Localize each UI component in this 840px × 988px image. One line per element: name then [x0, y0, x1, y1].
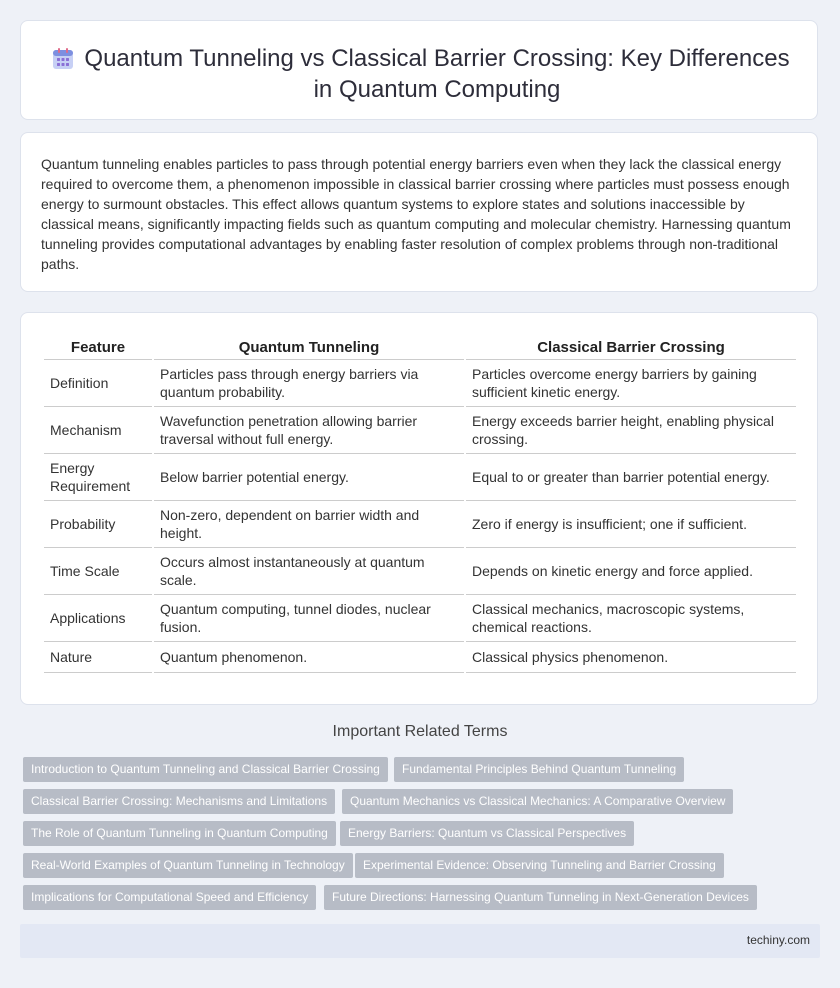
comparison-table	[42, 331, 798, 673]
related-term-tag[interactable]: Experimental Evidence: Observing Tunneling and Barrier Crossing	[355, 853, 724, 878]
table-cell-classical: Energy exceeds barrier height, enabling physical crossing.	[466, 407, 796, 454]
table-row	[44, 454, 796, 501]
related-terms-heading: Important Related Terms	[332, 723, 508, 740]
table-row	[44, 548, 796, 595]
intro-paragraph: Quantum tunneling enables particles to pass through potential energy barriers even when they lack the classical energy required to overcome them, a phenomenon impossible in classical barrier crossing where particles must possess enough energy to surmount obstacles. This effect allows quantum systems to explore states and solutions inaccessible by classical means, significantly impacting fields such as quantum computing and molecular chemistry. Harnessing quantum tunneling provides computational advantages by enabling faster resolution of complex problems through non-traditional paths.	[41, 156, 791, 272]
table-cell-quantum: Non-zero, dependent on barrier width and height.	[154, 501, 464, 548]
table-cell-feature: Energy Requirement	[44, 454, 152, 501]
comparison-table-card	[20, 312, 818, 705]
table-row	[44, 407, 796, 454]
related-term-tag[interactable]: Implications for Computational Speed and Efficiency	[23, 885, 316, 910]
table-cell-classical: Classical physics phenomenon.	[466, 642, 796, 673]
table-cell-feature: Mechanism	[44, 407, 152, 454]
table-cell-quantum: Quantum computing, tunnel diodes, nuclear fusion.	[154, 595, 464, 642]
related-term-tag[interactable]: Introduction to Quantum Tunneling and Classical Barrier Crossing	[23, 757, 388, 782]
page-title: Quantum Tunneling vs Classical Barrier Crossing: Key Differences in Quantum Computing	[84, 45, 790, 103]
table-cell-quantum: Below barrier potential energy.	[154, 454, 464, 501]
table-cell-classical: Depends on kinetic energy and force applied.	[466, 548, 796, 595]
table-cell-classical: Classical mechanics, macroscopic systems, chemical reactions.	[466, 595, 796, 642]
table-cell-quantum: Quantum phenomenon.	[154, 642, 464, 673]
column-header: Classical Barrier Crossing	[466, 331, 796, 360]
table-cell-classical: Zero if energy is insufficient; one if sufficient.	[466, 501, 796, 548]
table-cell-feature: Applications	[44, 595, 152, 642]
related-term-tag[interactable]: Energy Barriers: Quantum vs Classical Perspectives	[340, 821, 634, 846]
related-term-tag[interactable]: Quantum Mechanics vs Classical Mechanics: A Comparative Overview	[342, 789, 733, 814]
related-term-tag[interactable]: Future Directions: Harnessing Quantum Tunneling in Next-Generation Devices	[324, 885, 757, 910]
header-card	[20, 20, 818, 120]
table-row	[44, 501, 796, 548]
table-cell-classical: Equal to or greater than barrier potential energy.	[466, 454, 796, 501]
table-cell-quantum: Particles pass through energy barriers via quantum probability.	[154, 360, 464, 407]
table-cell-quantum: Wavefunction penetration allowing barrier traversal without full energy.	[154, 407, 464, 454]
site-name[interactable]: techiny.com	[746, 933, 810, 947]
intro-card	[20, 132, 818, 292]
table-cell-feature: Nature	[44, 642, 152, 673]
table-row	[44, 595, 796, 642]
column-header: Feature	[44, 331, 152, 360]
table-row	[44, 642, 796, 673]
footer	[20, 924, 820, 958]
related-term-tag[interactable]: The Role of Quantum Tunneling in Quantum Computing	[23, 821, 336, 846]
table-cell-quantum: Occurs almost instantaneously at quantum scale.	[154, 548, 464, 595]
table-cell-feature: Probability	[44, 501, 152, 548]
table-cell-classical: Particles overcome energy barriers by gaining sufficient kinetic energy.	[466, 360, 796, 407]
table-row	[44, 360, 796, 407]
table-header-row	[44, 331, 796, 360]
column-header: Quantum Tunneling	[154, 331, 464, 360]
table-cell-feature: Definition	[44, 360, 152, 407]
related-term-tag[interactable]: Real-World Examples of Quantum Tunneling in Technology	[23, 853, 353, 878]
related-term-tag[interactable]: Classical Barrier Crossing: Mechanisms and Limitations	[23, 789, 335, 814]
table-cell-feature: Time Scale	[44, 548, 152, 595]
related-term-tag[interactable]: Fundamental Principles Behind Quantum Tunneling	[394, 757, 684, 782]
